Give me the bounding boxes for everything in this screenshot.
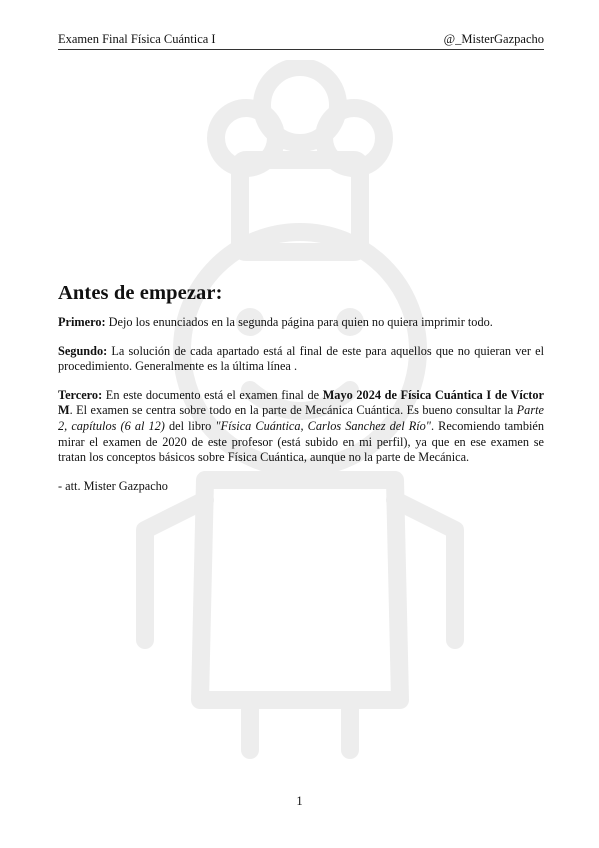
paragraph-text: En este documento está el examen final de xyxy=(102,387,323,402)
paragraph-text: . Recomiendo también mirar el examen de 2020 de este profesor (está subido en mi perfil), ya que en ese examen se tratan los conceptos básicos sobre Física Cuántica, aunque no la parte de Mecánica. xyxy=(58,418,544,465)
paragraph-text: . El examen se centra sobre todo en la parte de Mecánica Cuántica. Es bueno consultar la xyxy=(69,403,517,418)
header-author: @_MisterGazpacho xyxy=(443,32,544,46)
paragraph-segundo xyxy=(58,344,544,375)
paragraph-tercero xyxy=(58,388,544,466)
exam-name-bold: Mayo 2024 de Física Cuántica I de Víctor M xyxy=(58,387,544,418)
paragraph-primero xyxy=(58,315,544,331)
paragraph-label: Tercero: xyxy=(58,387,103,402)
page-header xyxy=(58,32,544,47)
book-title-italic: "Física Cuántica, Carlos Sanchez del Río" xyxy=(215,418,431,433)
header-divider xyxy=(58,49,544,50)
paragraph-text: Dejo los enunciados en la segunda página para quien no quiera imprimir todo. xyxy=(105,315,493,329)
signature-line: - att. Mister Gazpacho xyxy=(58,478,168,493)
header-title: Examen Final Física Cuántica I xyxy=(58,32,216,46)
section-title: Antes de empezar: xyxy=(58,282,223,304)
paragraph-text: del libro xyxy=(164,418,216,433)
paragraph-text: La solución de cada apartado está al final de este para aquellos que no quieran ver el procedimiento. Generalmente es la última línea . xyxy=(58,343,544,374)
paragraph-label: Primero: xyxy=(58,315,106,329)
main-content xyxy=(58,280,544,494)
paragraph-label: Segundo: xyxy=(58,343,108,358)
book-section-italic: Parte 2, capítulos (6 al 12) xyxy=(58,403,544,433)
page-number: 1 xyxy=(296,794,303,808)
